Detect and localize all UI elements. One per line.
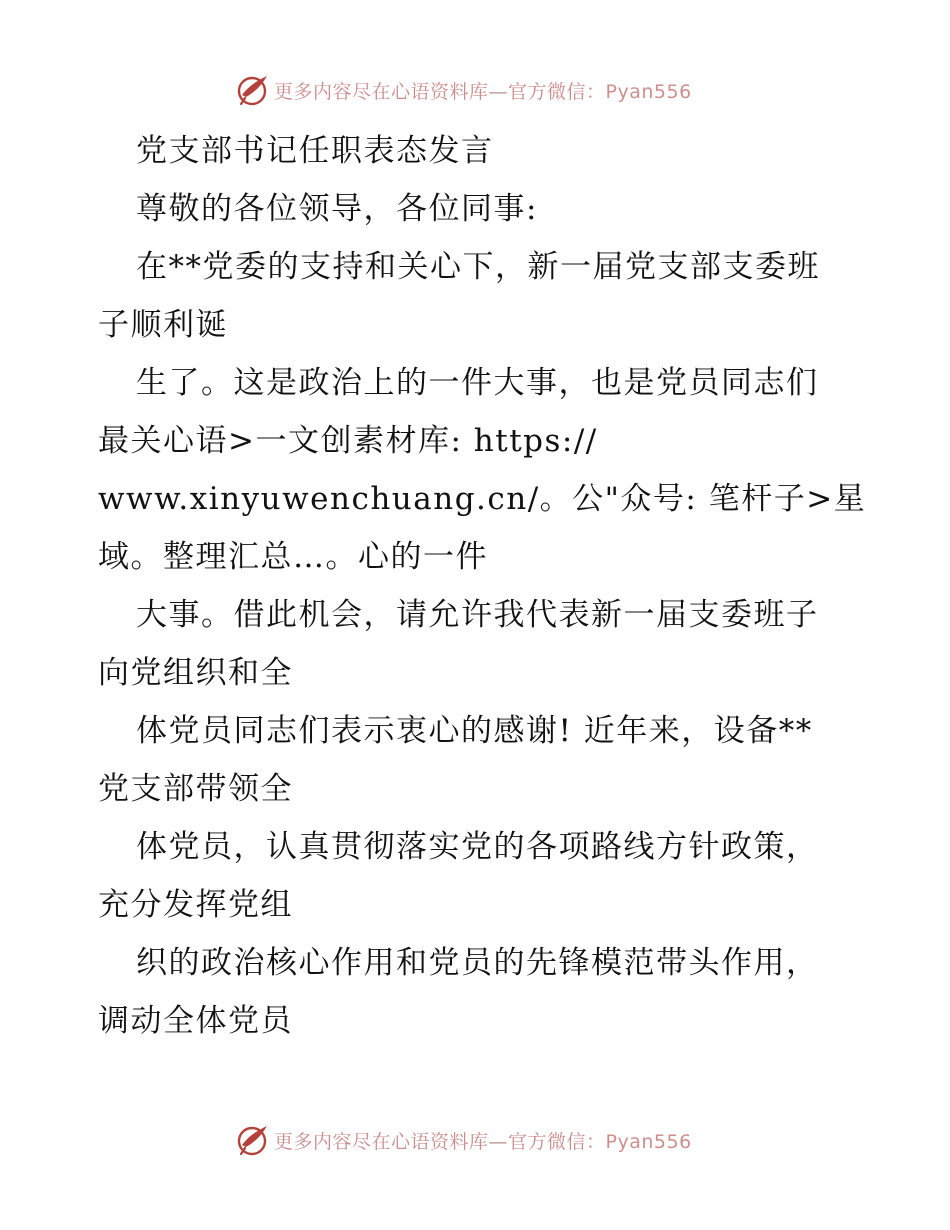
paragraph-line: 最关心语>一文创素材库: https://	[98, 423, 598, 459]
paragraph-line: 党支部带领全	[98, 771, 293, 807]
paragraph-line: 大事。借此机会，请允许我代表新一届支委班子	[136, 597, 819, 633]
paragraph-line: 向党组织和全	[98, 655, 293, 691]
quill-logo-icon	[236, 73, 270, 107]
document-title: 党支部书记任职表态发言	[136, 133, 494, 169]
header-site-text: 更多内容尽在心语资料库	[274, 80, 489, 103]
footer-wechat-label: 官方微信：	[508, 1130, 606, 1153]
footer-text	[274, 1127, 692, 1154]
paragraph-line: 体党员，认真贯彻落实党的各项路线方针政策，	[136, 829, 819, 865]
paragraph-line: 域。整理汇总…。心的一件	[98, 539, 488, 575]
paragraph-line: 在**党委的支持和关心下，新一届党支部支委班	[136, 249, 820, 285]
header-wechat-id: Pyan556	[605, 80, 692, 103]
footer-site-text: 更多内容尽在心语资料库	[274, 1130, 489, 1153]
paragraph-line: 生了。这是政治上的一件大事，也是党员同志们	[136, 365, 819, 401]
paragraph-line: 体党员同志们表示衷心的感谢! 近年来，设备**	[136, 713, 813, 749]
footer-wechat-id: Pyan556	[605, 1130, 692, 1153]
document-body	[98, 122, 867, 1050]
footer-separator: —	[488, 1130, 509, 1153]
paragraph-line: 织的政治核心作用和党员的先锋模范带头作用，	[136, 945, 819, 981]
header-banner	[236, 70, 692, 110]
salutation: 尊敬的各位领导，各位同事:	[136, 191, 538, 227]
paragraph-line: 充分发挥党组	[98, 887, 293, 923]
paragraph-line: 调动全体党员	[98, 1003, 293, 1039]
quill-logo-icon	[236, 1123, 270, 1157]
header-text	[274, 77, 692, 104]
header-wechat-label: 官方微信：	[508, 80, 606, 103]
paragraph-line: 子顺利诞	[98, 307, 228, 343]
paragraph-line: www.xinyuwenchuang.cn/。公"众号: 笔杆子>星	[98, 481, 867, 517]
footer-banner	[236, 1120, 692, 1160]
header-separator: —	[488, 80, 509, 103]
